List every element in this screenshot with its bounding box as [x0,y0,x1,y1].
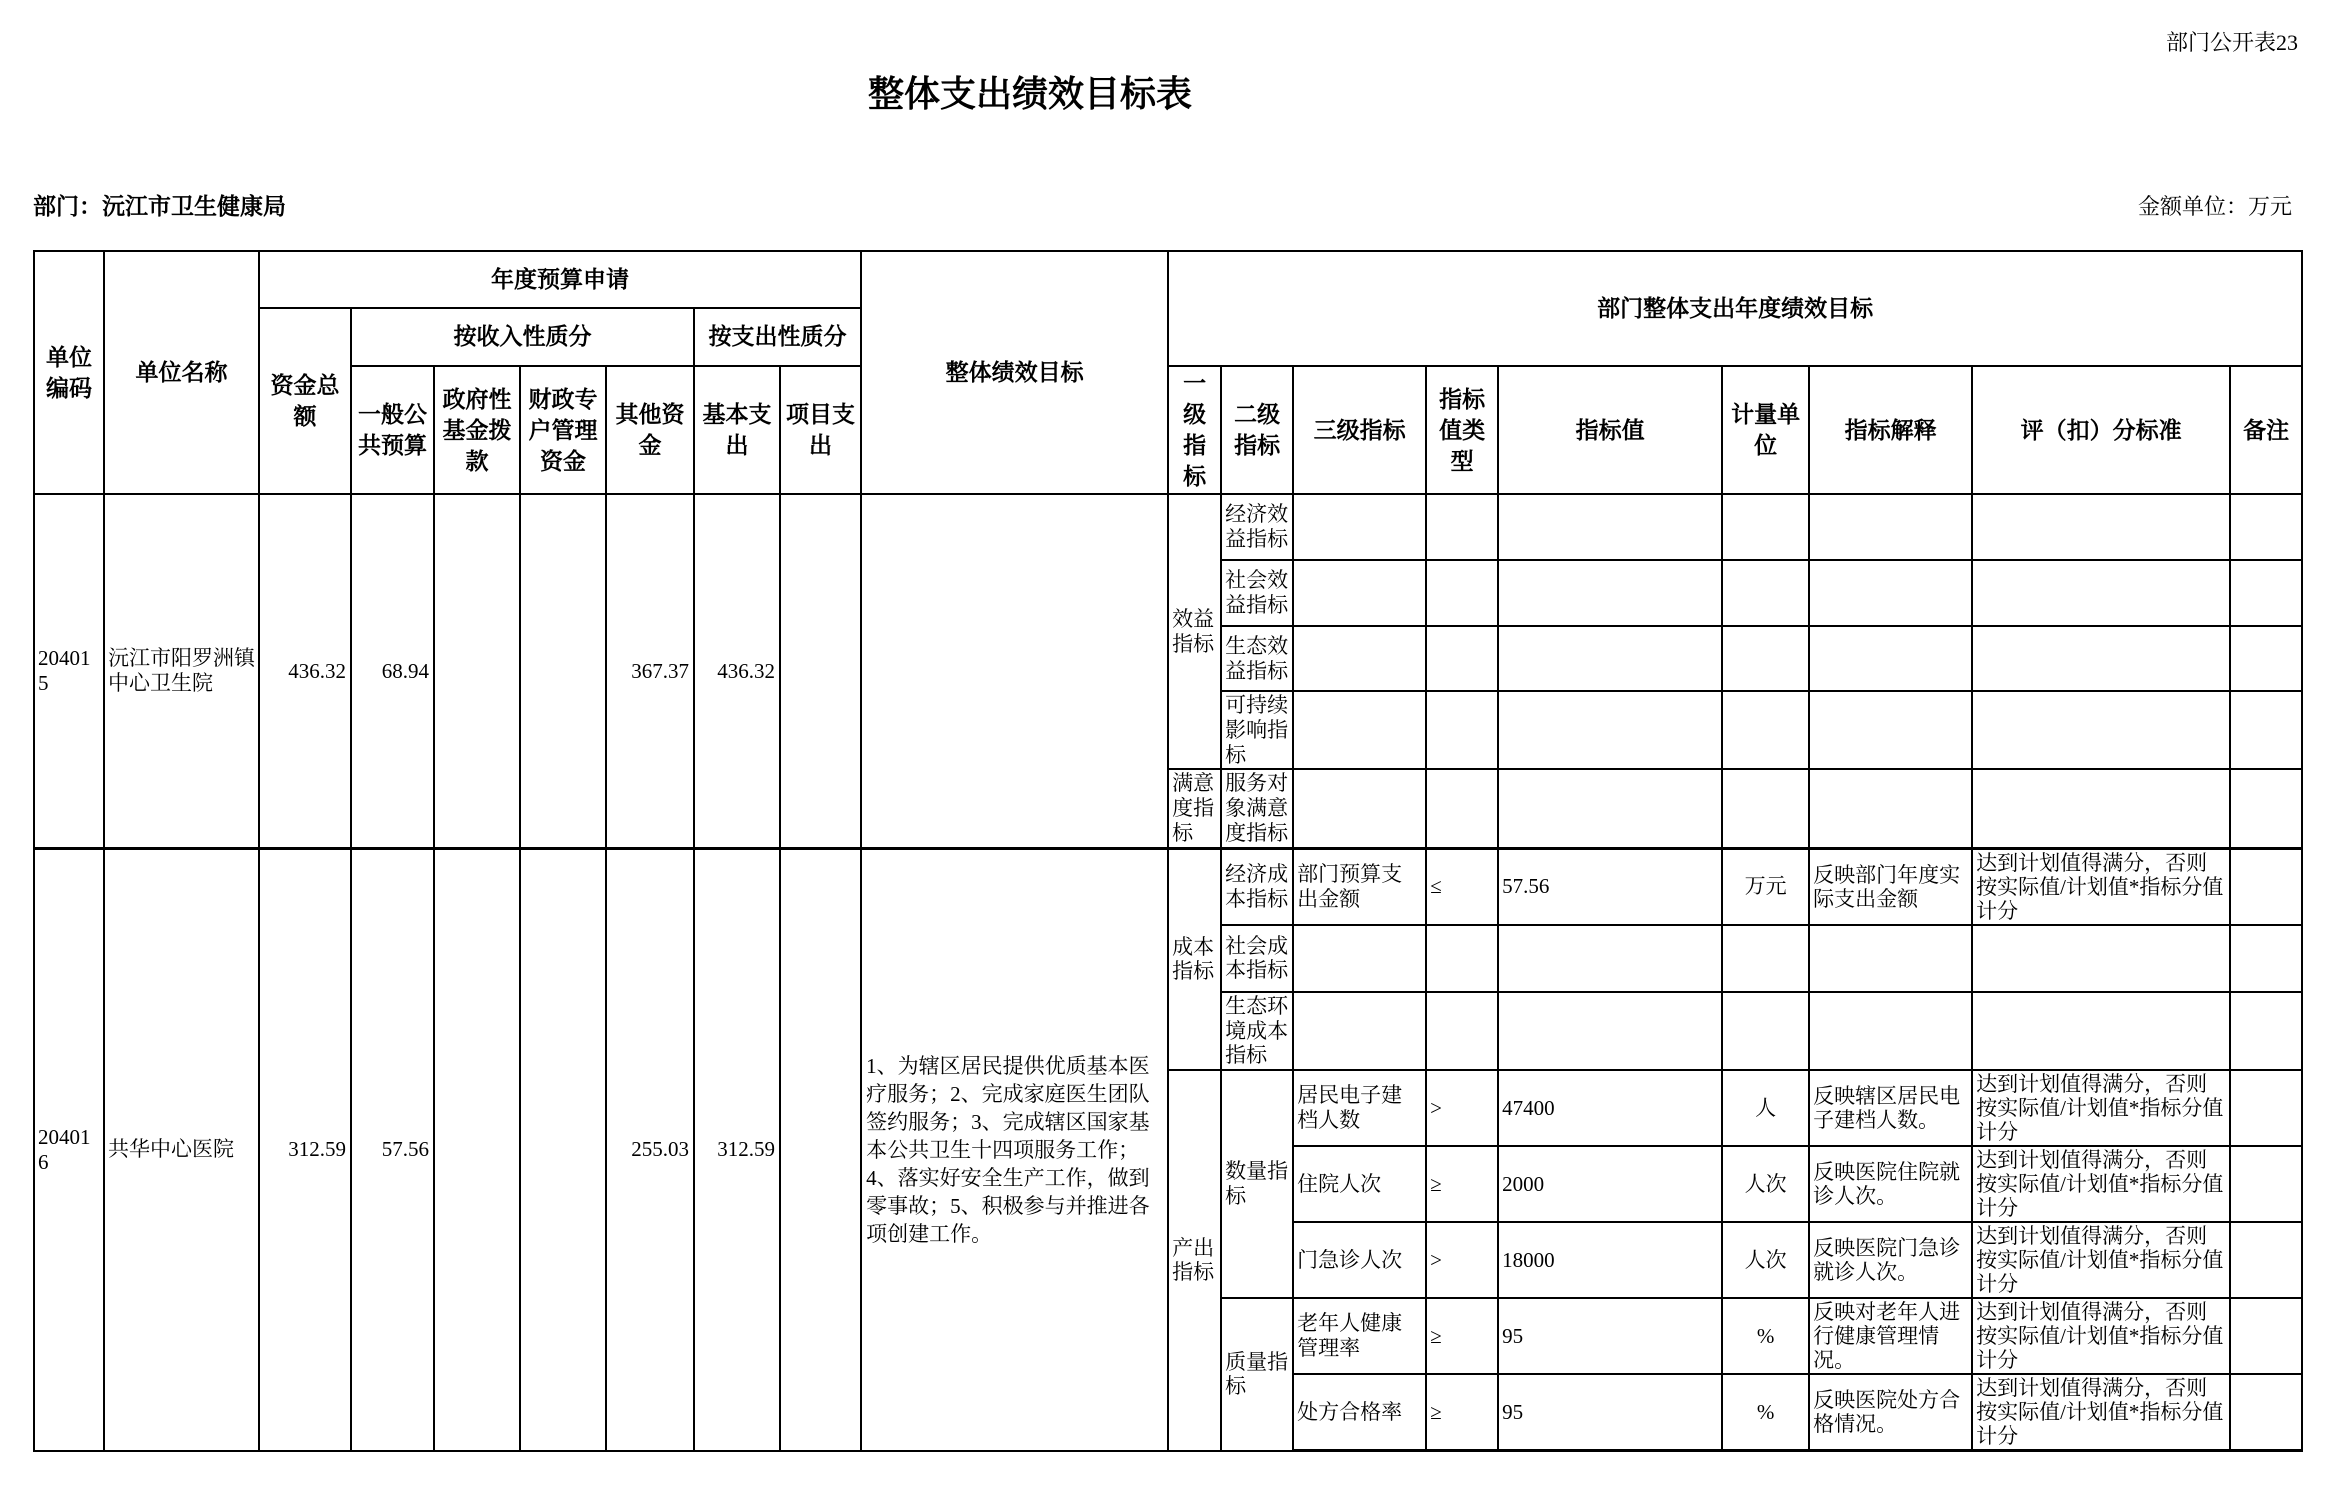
header-indicator-value-type: 指标值类型 [1426,366,1498,494]
header-total-funds: 资金总额 [259,308,351,494]
header-by-expenditure-nature: 按支出性质分 [694,308,861,366]
cell-remark [2230,1374,2302,1451]
cell-indicator-explanation: 反映医院处方合格情况。 [1809,1374,1972,1451]
header-department-annual-performance-target: 部门整体支出年度绩效目标 [1168,251,2302,366]
cell-level2-indicator: 生态环境成本指标 [1221,992,1293,1070]
cell-indicator-explanation: 反映医院门急诊就诊人次。 [1809,1222,1972,1298]
cell-other-funds: 367.37 [606,494,694,848]
cell-value-type: ≥ [1426,1374,1498,1451]
header-unit-code: 单位编码 [34,251,104,494]
header-basic-expenditure: 基本支出 [694,366,780,494]
cell-value-type [1426,992,1498,1070]
cell-scoring-standard: 达到计划值得满分，否则按实际值/计划值*指标分值计分 [1972,848,2230,925]
header-project-expenditure: 项目支出 [780,366,861,494]
cell-indicator-explanation: 反映辖区居民电子建档人数。 [1809,1070,1972,1146]
cell-measure-unit: 人次 [1722,1146,1809,1222]
cell-indicator-value [1498,494,1722,560]
cell-remark [2230,1146,2302,1222]
cell-indicator-value [1498,560,1722,626]
header-level3-indicator: 三级指标 [1293,366,1426,494]
cell-remark [2230,1222,2302,1298]
cell-scoring-standard [1972,992,2230,1070]
cell-value-type: ≥ [1426,1298,1498,1374]
cell-level3-indicator: 处方合格率 [1293,1374,1426,1451]
cell-scoring-standard: 达到计划值得满分，否则按实际值/计划值*指标分值计分 [1972,1374,2230,1451]
cell-level3-indicator: 住院人次 [1293,1146,1426,1222]
cell-value-type [1426,560,1498,626]
cell-measure-unit: 万元 [1722,848,1809,925]
cell-indicator-value: 95 [1498,1298,1722,1374]
cell-indicator-value: 47400 [1498,1070,1722,1146]
cell-indicator-explanation [1809,626,1972,691]
cell-indicator-explanation [1809,925,1972,992]
cell-remark [2230,848,2302,925]
cell-level3-indicator [1293,691,1426,769]
cell-measure-unit [1722,494,1809,560]
cell-scoring-standard [1972,691,2230,769]
cell-level3-indicator: 部门预算支出金额 [1293,848,1426,925]
cell-indicator-value [1498,626,1722,691]
header-level1-indicator: 一级指标 [1168,366,1221,494]
cell-scoring-standard: 达到计划值得满分，否则按实际值/计划值*指标分值计分 [1972,1222,2230,1298]
cell-level1-indicator: 效益指标 [1168,494,1221,769]
cell-level3-indicator [1293,769,1426,848]
header-annual-budget-request: 年度预算申请 [259,251,861,308]
cell-measure-unit: % [1722,1374,1809,1451]
cell-measure-unit [1722,992,1809,1070]
cell-unit-name: 共华中心医院 [104,848,259,1450]
header-by-income-nature: 按收入性质分 [351,308,694,366]
cell-measure-unit: 人次 [1722,1222,1809,1298]
cell-value-type: > [1426,1222,1498,1298]
cell-indicator-explanation [1809,992,1972,1070]
header-indicator-value: 指标值 [1498,366,1722,494]
cell-measure-unit: 人 [1722,1070,1809,1146]
cell-remark [2230,626,2302,691]
cell-level3-indicator [1293,992,1426,1070]
cell-value-type [1426,925,1498,992]
cell-indicator-explanation: 反映部门年度实际支出金额 [1809,848,1972,925]
cell-scoring-standard [1972,626,2230,691]
cell-unit-name: 沅江市阳罗洲镇中心卫生院 [104,494,259,848]
department-label: 部门：沅江市卫生健康局 [33,194,286,219]
cell-project-expenditure [780,848,861,1450]
header-other-funds: 其他资金 [606,366,694,494]
cell-level2-indicator: 服务对象满意度指标 [1221,769,1293,848]
cell-remark [2230,1298,2302,1374]
cell-general-public-budget: 57.56 [351,848,434,1450]
cell-measure-unit [1722,769,1809,848]
cell-government-fund [434,494,520,848]
header-general-public-budget: 一般公共预算 [351,366,434,494]
cell-value-type: ≤ [1426,848,1498,925]
cell-level3-indicator [1293,925,1426,992]
cell-indicator-value [1498,992,1722,1070]
cell-general-public-budget: 68.94 [351,494,434,848]
header-measure-unit: 计量单位 [1722,366,1809,494]
cell-indicator-value: 18000 [1498,1222,1722,1298]
cell-level3-indicator [1293,560,1426,626]
cell-indicator-value: 2000 [1498,1146,1722,1222]
cell-remark [2230,560,2302,626]
header-government-fund-allocation: 政府性基金拨款 [434,366,520,494]
cell-level2-indicator: 可持续影响指标 [1221,691,1293,769]
header-unit-name: 单位名称 [104,251,259,494]
cell-basic-expenditure: 436.32 [694,494,780,848]
header-fiscal-special-account-funds: 财政专户管理资金 [520,366,606,494]
cell-level2-indicator: 经济效益指标 [1221,494,1293,560]
cell-other-funds: 255.03 [606,848,694,1450]
cell-scoring-standard [1972,560,2230,626]
header-overall-performance-target: 整体绩效目标 [861,251,1168,494]
header-remark: 备注 [2230,366,2302,494]
cell-scoring-standard [1972,494,2230,560]
cell-measure-unit [1722,626,1809,691]
cell-overall-target [861,494,1168,848]
cell-remark [2230,992,2302,1070]
performance-target-table [33,250,2303,1452]
cell-value-type: > [1426,1070,1498,1146]
cell-basic-expenditure: 312.59 [694,848,780,1450]
cell-project-expenditure [780,494,861,848]
cell-unit-code: 204015 [34,494,104,848]
cell-total-funds: 312.59 [259,848,351,1450]
cell-remark [2230,691,2302,769]
cell-scoring-standard [1972,925,2230,992]
sheet-number-label: 部门公开表23 [2165,30,2298,55]
cell-remark [2230,494,2302,560]
cell-value-type [1426,691,1498,769]
cell-level2-indicator: 生态效益指标 [1221,626,1293,691]
cell-level3-indicator [1293,626,1426,691]
cell-scoring-standard: 达到计划值得满分，否则按实际值/计划值*指标分值计分 [1972,1070,2230,1146]
cell-indicator-explanation: 反映对老年人进行健康管理情况。 [1809,1298,1972,1374]
cell-level1-indicator: 产出指标 [1168,1070,1221,1451]
cell-remark [2230,769,2302,848]
cell-level3-indicator: 老年人健康管理率 [1293,1298,1426,1374]
cell-scoring-standard: 达到计划值得满分，否则按实际值/计划值*指标分值计分 [1972,1298,2230,1374]
cell-level2-indicator: 数量指标 [1221,1070,1293,1298]
cell-indicator-explanation [1809,769,1972,848]
header-level2-indicator: 二级指标 [1221,366,1293,494]
header-indicator-explanation: 指标解释 [1809,366,1972,494]
header-scoring-standard: 评（扣）分标准 [1972,366,2230,494]
cell-measure-unit [1722,925,1809,992]
cell-measure-unit [1722,560,1809,626]
cell-value-type [1426,626,1498,691]
cell-government-fund [434,848,520,1450]
cell-value-type [1426,769,1498,848]
cell-remark [2230,925,2302,992]
cell-fiscal-special-account [520,848,606,1450]
cell-indicator-value: 95 [1498,1374,1722,1451]
cell-scoring-standard [1972,769,2230,848]
cell-total-funds: 436.32 [259,494,351,848]
cell-value-type [1426,494,1498,560]
cell-indicator-value [1498,769,1722,848]
cell-indicator-explanation: 反映医院住院就诊人次。 [1809,1146,1972,1222]
cell-level2-indicator: 社会效益指标 [1221,560,1293,626]
cell-level2-indicator: 质量指标 [1221,1298,1293,1451]
cell-remark [2230,1070,2302,1146]
cell-level2-indicator: 经济成本指标 [1221,848,1293,925]
cell-level3-indicator: 门急诊人次 [1293,1222,1426,1298]
cell-level2-indicator: 社会成本指标 [1221,925,1293,992]
page-title: 整体支出绩效目标表 [867,73,1192,114]
cell-level1-indicator: 成本指标 [1168,848,1221,1070]
amount-unit-label: 金额单位：万元 [2137,194,2292,219]
cell-indicator-explanation [1809,560,1972,626]
cell-measure-unit [1722,691,1809,769]
cell-value-type: ≥ [1426,1146,1498,1222]
cell-indicator-explanation [1809,494,1972,560]
cell-level3-indicator [1293,494,1426,560]
cell-level1-indicator: 满意度指标 [1168,769,1221,848]
cell-overall-target: 1、为辖区居民提供优质基本医疗服务；2、完成家庭医生团队签约服务；3、完成辖区国家基本公共卫生十四项服务工作；4、落实好安全生产工作，做到零事故；5、积极参与并推进各项创建工作。 [861,848,1168,1450]
cell-indicator-value [1498,925,1722,992]
cell-unit-code: 204016 [34,848,104,1450]
cell-fiscal-special-account [520,494,606,848]
cell-indicator-value: 57.56 [1498,848,1722,925]
cell-scoring-standard: 达到计划值得满分，否则按实际值/计划值*指标分值计分 [1972,1146,2230,1222]
cell-level3-indicator: 居民电子建档人数 [1293,1070,1426,1146]
cell-measure-unit: % [1722,1298,1809,1374]
cell-indicator-value [1498,691,1722,769]
cell-indicator-explanation [1809,691,1972,769]
